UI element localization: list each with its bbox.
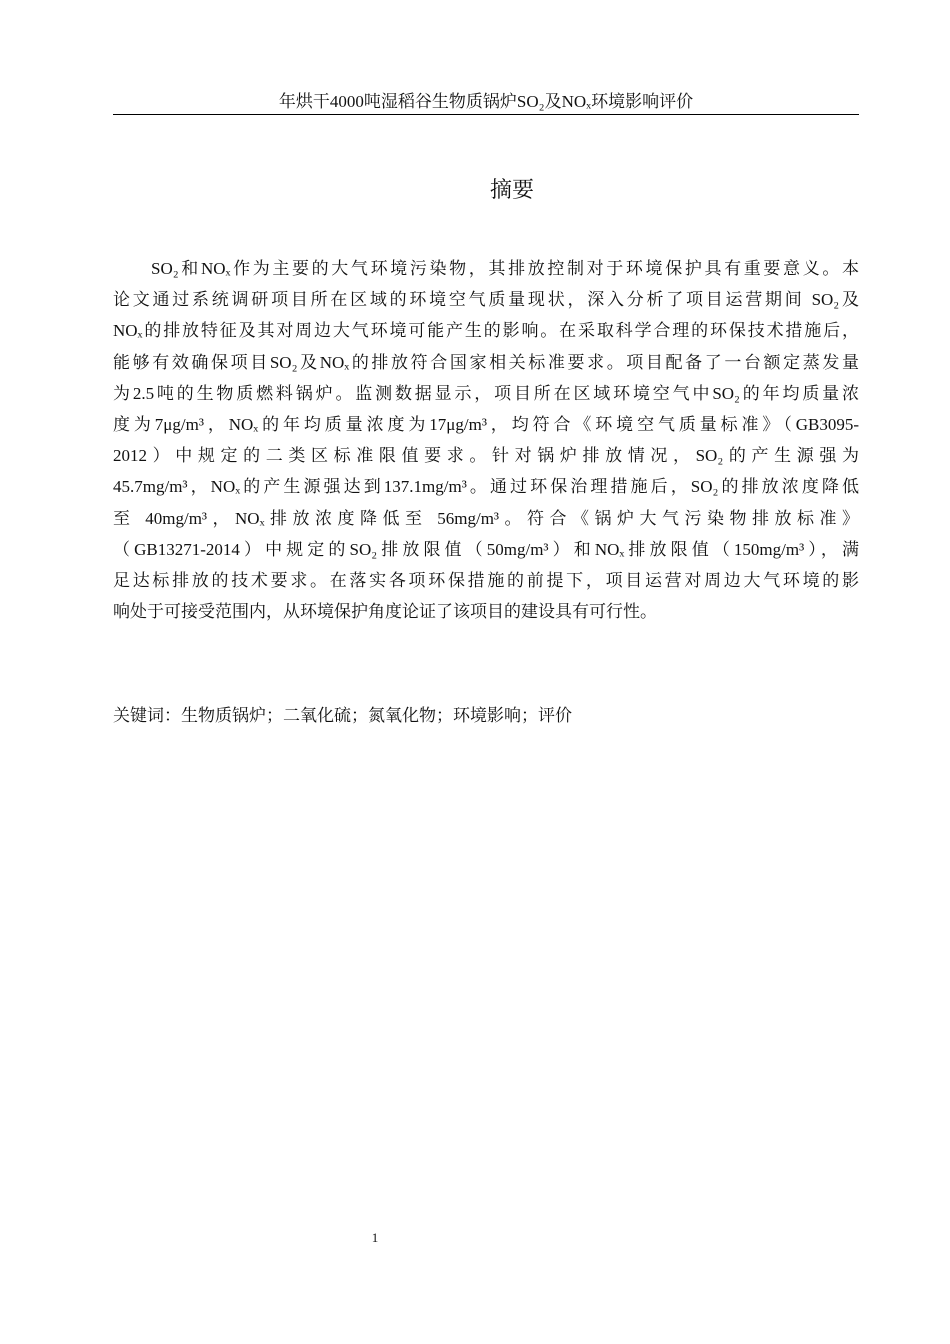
abstract-line: 45.7mg/m³，NOₓ的产生源强达到137.1mg/m³。通过环保治理措施后，SO₂的排放浓度降低 (113, 477, 859, 497)
abstract-heading: 摘要 (489, 178, 534, 203)
abstract-line: 足达标排放的技术要求。在落实各项环保措施的前提下，项目运营对周边大气环境的影 (113, 570, 859, 590)
abstract-line: NOₓ的排放特征及其对周边大气环境可能产生的影响。在采取科学合理的环保技术措施后， (113, 321, 859, 341)
abstract-line: 为2.5吨的生物质燃料锅炉。监测数据显示，项目所在区域环境空气中SO₂的年均质量浓 (113, 383, 859, 403)
page-number: 1 (371, 1230, 379, 1245)
abstract-line: （GB13271-2014）中规定的SO₂排放限值（50mg/m³）和NOₓ排放限值（150mg/m³），满 (113, 539, 859, 559)
abstract-line: 论文通过系统调研项目所在区域的环境空气质量现状，深入分析了项目运营期间 SO₂及 (113, 290, 859, 310)
abstract-body (113, 253, 859, 627)
abstract-line: 至 40mg/m³，NOₓ排放浓度降低至 56mg/m³。符合《锅炉大气污染物排放标准》 (113, 508, 859, 528)
abstract-line: 能够有效确保项目SO₂及NOₓ的排放符合国家相关标准要求。项目配备了一台额定蒸发量 (113, 352, 859, 372)
abstract-line: 响处于可接受范围内，从环境保护角度论证了该项目的建设具有可行性。 (113, 602, 657, 622)
abstract-line: SO₂和NOₓ作为主要的大气环境污染物，其排放控制对于环境保护具有重要意义。本 (151, 259, 859, 278)
abstract-line: 度为7μg/m³，NOₓ的年均质量浓度为17μg/m³，均符合《环境空气质量标准》（GB3095- (113, 414, 859, 434)
running-header: 年烘干4000吨湿稻谷生物质锅炉SO₂及NOₓ环境影响评价 (113, 90, 859, 115)
abstract-line: 2012）中规定的二类区标准限值要求。针对锅炉排放情况，SO₂的产生源强为 (113, 446, 859, 466)
keywords: 关键词：生物质锅炉；二氧化硫；氮氧化物；环境影响；评价 (113, 706, 572, 725)
